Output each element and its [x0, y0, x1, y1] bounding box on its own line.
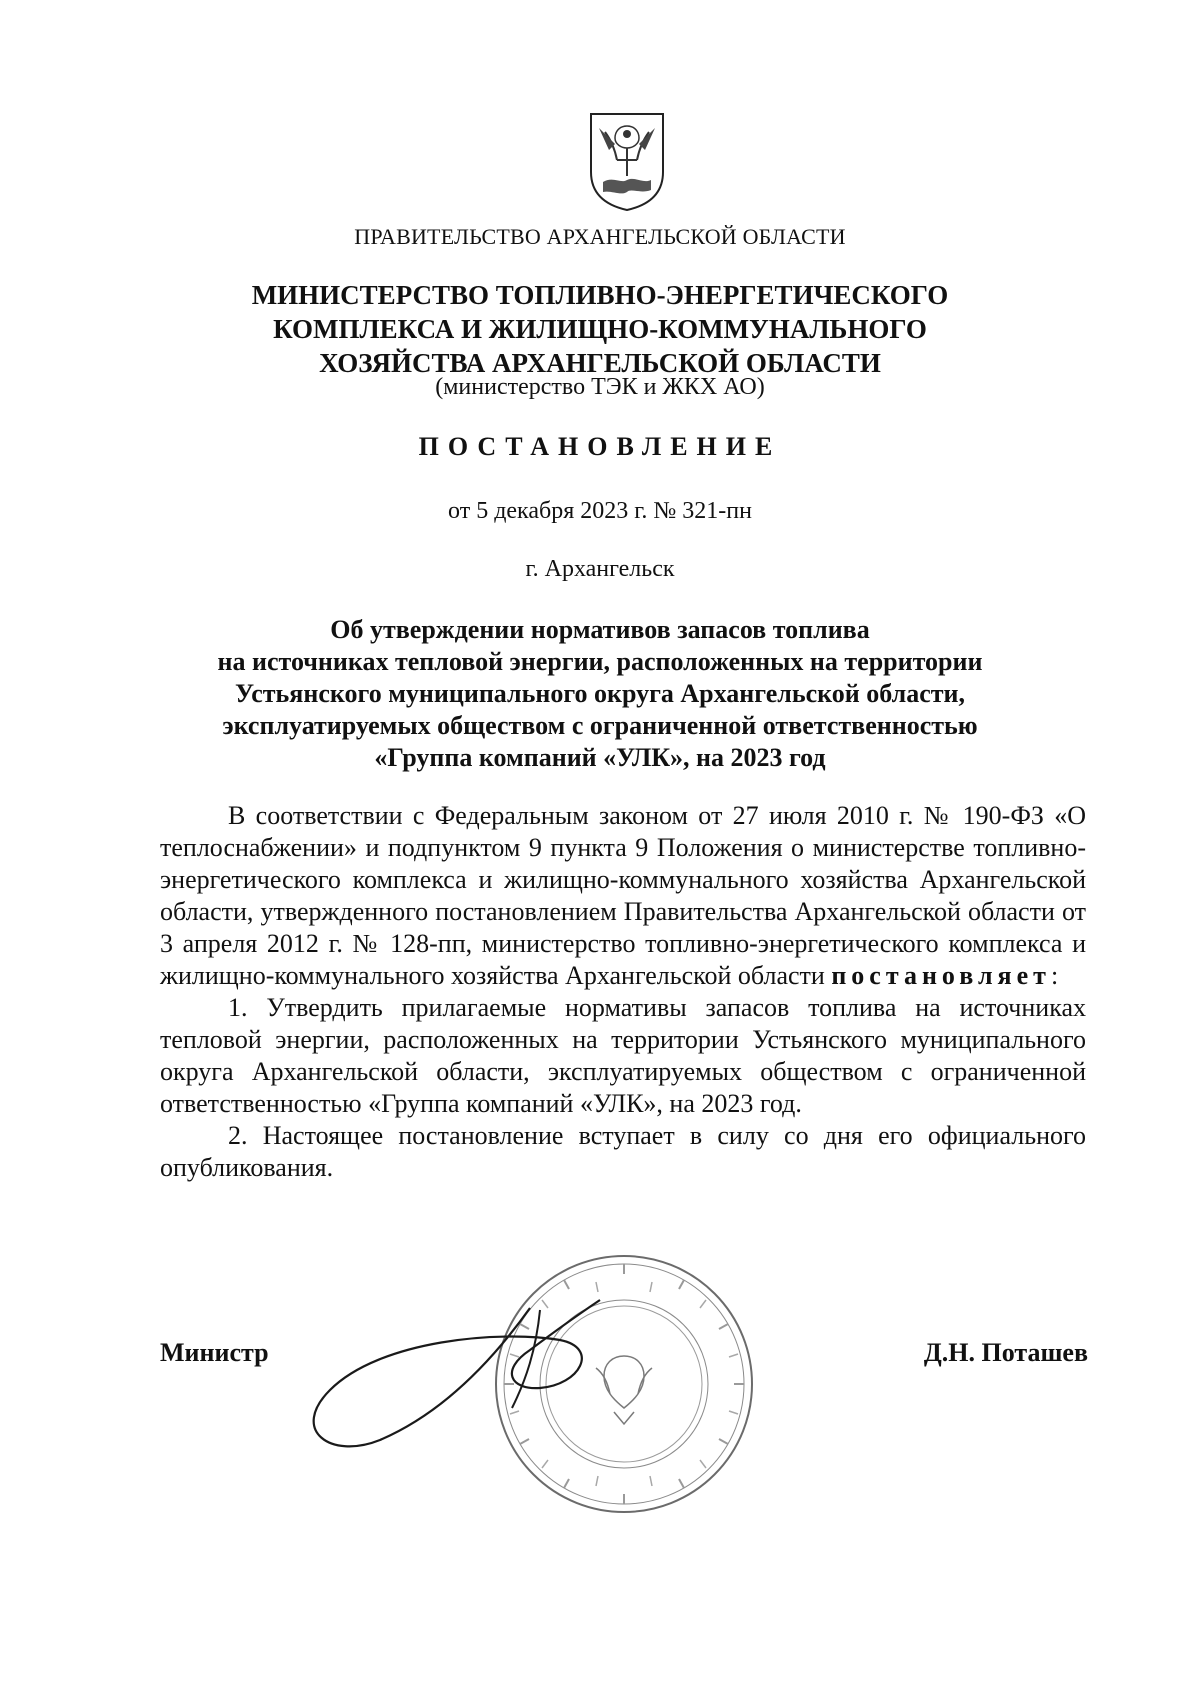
item-paragraph: 1. Утвердить прилагаемые нормативы запасов топлива на источниках тепловой энергии, расположенных на территории Устьянского муниципального округа Архангельской области, эксплуатируемых обществом с ограниченной ответственностью «Группа компаний «УЛК», на 2023 год. [160, 993, 1086, 1118]
title-line: «Группа компаний «УЛК», на 2023 год [374, 743, 826, 772]
ministry-abbreviation: (министерство ТЭК и ЖКХ АО) [435, 374, 765, 400]
handwritten-signature-icon [300, 1290, 660, 1460]
title-line: на источниках тепловой энергии, расположенных на территории [217, 647, 983, 676]
government-name: ПРАВИТЕЛЬСТВО АРХАНГЕЛЬСКОЙ ОБЛАСТИ [354, 224, 846, 249]
ministry-name-line: ХОЗЯЙСТВА АРХАНГЕЛЬСКОЙ ОБЛАСТИ [319, 348, 881, 378]
document-body [160, 800, 1086, 1184]
ministry-name-line: КОМПЛЕКСА И ЖИЛИЩНО-КОММУНАЛЬНОГО [273, 314, 927, 344]
coat-of-arms-icon [585, 110, 669, 214]
ministry-name-line: МИНИСТЕРСТВО ТОПЛИВНО-ЭНЕРГЕТИЧЕСКОГО [251, 280, 949, 310]
title-line: Устьянского муниципального округа Архангельской области, [234, 679, 966, 708]
signatory-name: Д.Н. Поташев [923, 1338, 1088, 1367]
document-type: ПОСТАНОВЛЕНИЕ [418, 432, 782, 461]
document-date-number: от 5 декабря 2023 г. № 321-пн [448, 498, 752, 524]
item-paragraph: 2. Настоящее постановление вступает в силу со дня его официального опубликования. [160, 1121, 1086, 1182]
preamble-text: В соответствии с Федеральным законом от 27 июля 2010 г. № 190-ФЗ «О теплоснабжении» и подпунктом 9 пункта 9 Положения о министерстве топливно-энергетического комплекса и жилищно-коммунального хозяйства Архангельской области, утвержденного постановлением Правительства Архангельской области от 3 апреля 2012 г. № 128-пп, министерство топливно-энергетического комплекса и жилищно-коммунального хозяйства Архангельской области [160, 801, 1086, 990]
decree-word: постановляет [831, 961, 1051, 990]
title-line: Об утверждении нормативов запасов топлива [330, 615, 870, 644]
document-city: г. Архангельск [525, 556, 675, 582]
title-line: эксплуатируемых обществом с ограниченной ответственностью [222, 711, 978, 740]
document-title [0, 614, 1200, 774]
ministry-name [0, 278, 1200, 380]
decree-colon: : [1050, 961, 1059, 990]
preamble-paragraph [160, 800, 1086, 992]
signatory-position: Министр [160, 1338, 269, 1367]
